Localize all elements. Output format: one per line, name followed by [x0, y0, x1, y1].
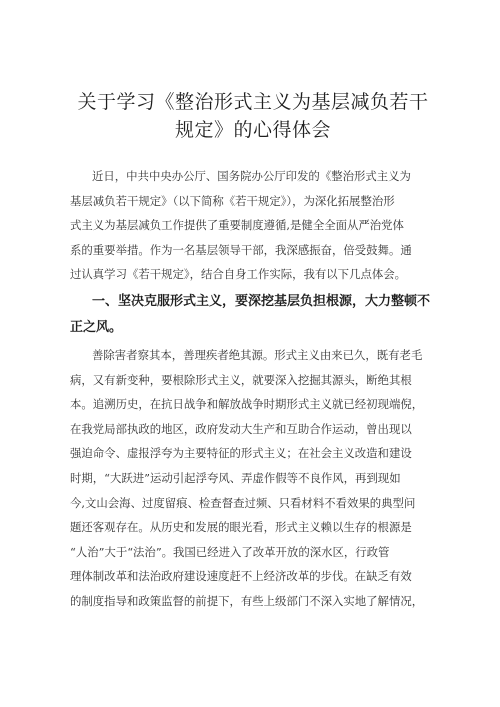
- intro-paragraph: [70, 164, 436, 287]
- intro-line: 基层减负若干规定》（以下简称《若干规定》），为深化拓展整治形: [70, 193, 395, 208]
- body-line: 病，又有新变种，要根除形式主义，就要深入挖掘其源头，断绝其根: [70, 372, 412, 387]
- intro-line: 式主义为基层减负工作提供了重要制度遵循,是健全全面从严治党体: [70, 218, 404, 233]
- title-line-1: 关于学习《整治形式主义为基层减负若干: [77, 91, 429, 113]
- body-line: 的制度指导和政策监督的前提下，有些上级部门不深入实地了解情况，: [70, 593, 424, 608]
- body-line: 强迫命令、虚报浮夸为主要特征的形式主义；在社会主义改造和建设: [70, 446, 412, 461]
- title-line-2: 规定》的心得体会: [174, 119, 331, 141]
- body-paragraph-1: [70, 343, 436, 614]
- body-line: 今,文山会海、过度留痕、检查督查过频、只看材料不看效果的典型问: [70, 495, 416, 510]
- body-line: 时期，“大跃进”运动引起浮夸风、弄虚作假等不良作风，再到现如: [70, 470, 401, 485]
- body-line: “人治”大于“法治”。我国已经进入了改革开放的深水区，行政管: [70, 544, 390, 559]
- body-line: 题还客观存在。从历史和发展的眼光看，形式主义赖以生存的根源是: [70, 520, 412, 535]
- body-line: 善除害者察其本，善理疾者绝其源。形式主义由来已久，既有老毛: [92, 347, 423, 362]
- section-heading-1: [70, 289, 436, 341]
- intro-line: 系的重要举措。作为一名基层领导干部，我深感振奋，倍受鼓舞。通: [70, 242, 412, 257]
- body-line: 在我党局部执政的地区，政府发动大生产和互助合作运动，曾出现以: [70, 421, 412, 436]
- intro-line: 近日，中共中央办公厅、国务院办公厅印发的《整治形式主义为: [92, 169, 411, 183]
- heading-line: 一、坚决克服形式主义，要深挖基层负担根源，大力整顿不: [92, 293, 431, 309]
- intro-line: 过认真学习《若干规定》，结合自身工作实际，我有以下几点体会。: [70, 267, 407, 282]
- body-line: 理体制改革和法治政府建设速度赶不上经济改革的步伐。在缺乏有效: [70, 569, 412, 584]
- heading-line: 正之风。: [70, 319, 123, 335]
- body-line: 本。追溯历史，在抗日战争和解放战争时期形式主义就已经初现端倪，: [70, 397, 424, 412]
- document-title: [70, 88, 436, 144]
